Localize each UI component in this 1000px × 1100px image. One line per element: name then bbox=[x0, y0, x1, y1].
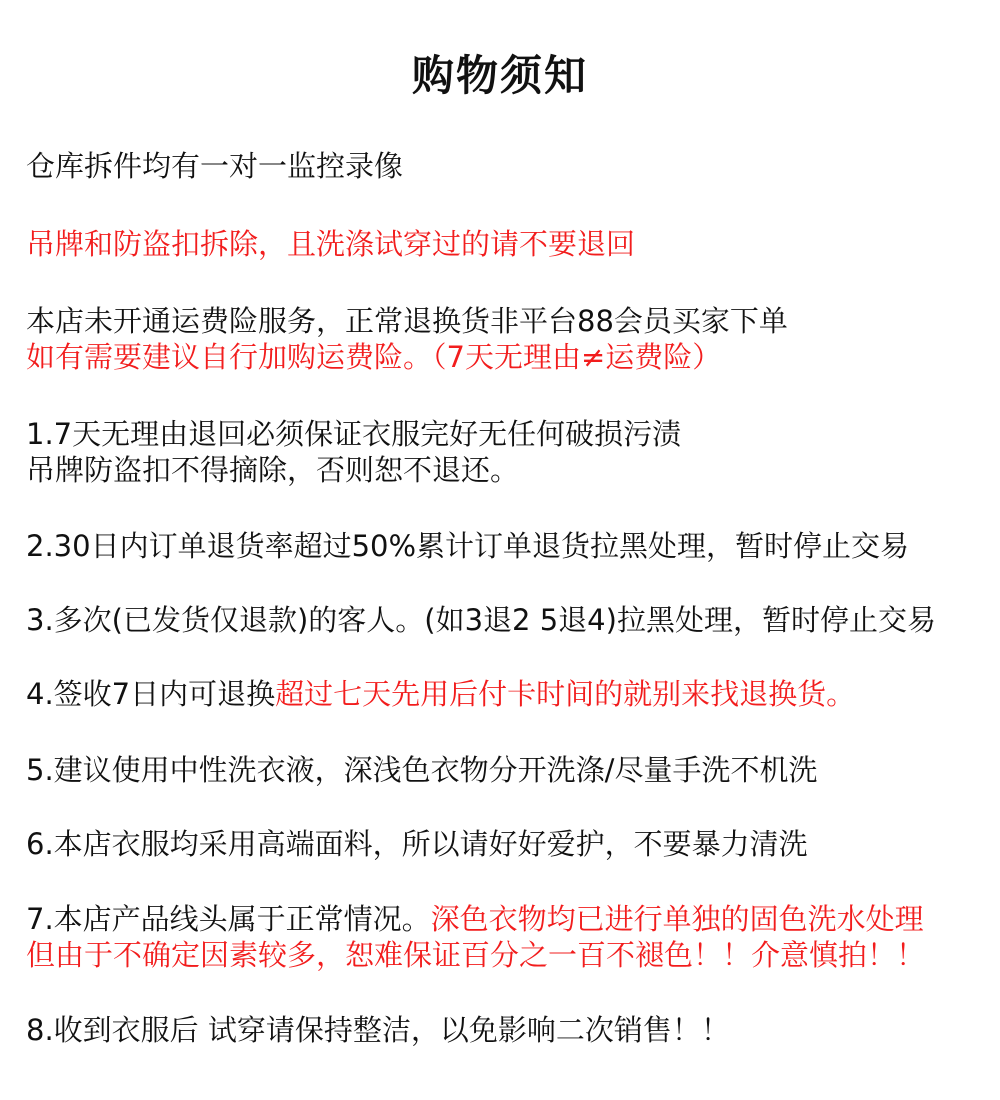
notice-line-shipping-advice: 如有需要建议自行加购运费险。（7天无理由≠运费险） bbox=[26, 340, 722, 374]
rule-4 bbox=[26, 676, 855, 712]
rule-5: 5.建议使用中性洗衣液，深浅色衣物分开洗涤/尽量手洗不机洗 bbox=[26, 753, 818, 787]
rule-7-line-2: 但由于不确定因素较多，恕难保证百分之一百不褪色！！介意慎拍！！ bbox=[26, 938, 926, 972]
rule-8: 8.收到衣服后 试穿请保持整洁，以免影响二次销售！！ bbox=[26, 1013, 730, 1047]
rule-3: 3.多次(已发货仅退款)的客人。(如3退2 5退4)拉黑处理，暂时停止交易 bbox=[26, 603, 936, 637]
notice-line-shipping-insurance: 本店未开通运费险服务，正常退换货非平台88会员买家下单 bbox=[26, 304, 788, 338]
notice-line-tags-warning: 吊牌和防盗扣拆除，且洗涤试穿过的请不要退回 bbox=[26, 227, 636, 261]
rule-4-text: 4.签收7日内可退换 bbox=[26, 677, 276, 711]
page-title: 购物须知 bbox=[411, 51, 588, 100]
rule-2: 2.30日内订单退货率超过50%累计订单退货拉黑处理，暂时停止交易 bbox=[26, 529, 910, 563]
rule-4-warning: 超过七天先用后付卡时间的就别来找退换货。 bbox=[275, 677, 856, 711]
rule-7-warning: 深色衣物均已进行单独的固色洗水处理 bbox=[430, 902, 924, 936]
rule-6: 6.本店衣服均采用高端面料，所以请好好爱护，不要暴力清洗 bbox=[26, 827, 808, 861]
rule-1-line-1: 1.7天无理由退回必须保证衣服完好无任何破损污渍 bbox=[26, 417, 682, 451]
rule-1-line-2: 吊牌防盗扣不得摘除，否则恕不退还。 bbox=[26, 453, 520, 487]
rule-7-line-1 bbox=[26, 901, 924, 937]
rule-7-text: 7.本店产品线头属于正常情况。 bbox=[26, 902, 431, 936]
notice-line-monitoring: 仓库拆件均有一对一监控录像 bbox=[26, 149, 404, 183]
